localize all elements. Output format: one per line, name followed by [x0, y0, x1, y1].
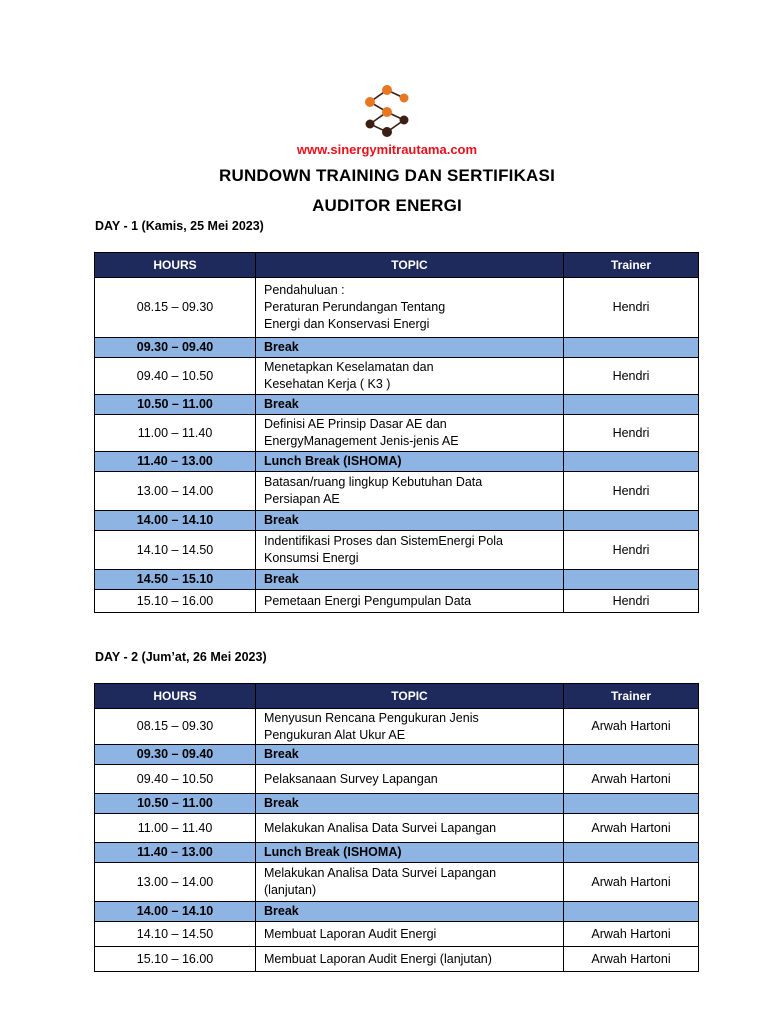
time-cell: 10.50 – 11.00	[95, 794, 256, 814]
trainer-cell: Arwah Hartoni	[564, 709, 699, 745]
topic-cell: Membuat Laporan Audit Energi (lanjutan)	[256, 947, 564, 972]
time-cell: 14.10 – 14.50	[95, 531, 256, 570]
topic-column-header: TOPIC	[256, 253, 564, 278]
topic-cell: Break	[256, 570, 564, 590]
break-row	[95, 452, 699, 472]
topic-cell: Melakukan Analisa Data Survei Lapangan	[256, 814, 564, 843]
trainer-cell	[564, 395, 699, 415]
trainer-column-header: Trainer	[564, 684, 699, 709]
session-row	[95, 709, 699, 745]
time-cell: 13.00 – 14.00	[95, 863, 256, 902]
topic-column-header: TOPIC	[256, 684, 564, 709]
trainer-cell	[564, 511, 699, 531]
trainer-cell: Hendri	[564, 358, 699, 395]
break-row	[95, 843, 699, 863]
break-row	[95, 794, 699, 814]
trainer-cell: Arwah Hartoni	[564, 922, 699, 947]
topic-cell: Lunch Break (ISHOMA)	[256, 843, 564, 863]
page-title-line2: AUDITOR ENERGI	[312, 196, 462, 215]
time-cell: 15.10 – 16.00	[95, 947, 256, 972]
topic-cell: Break	[256, 395, 564, 415]
table-header-row	[95, 684, 699, 709]
trainer-cell	[564, 794, 699, 814]
trainer-cell: Arwah Hartoni	[564, 947, 699, 972]
time-cell: 11.40 – 13.00	[95, 843, 256, 863]
topic-cell: Break	[256, 511, 564, 531]
trainer-cell	[564, 843, 699, 863]
break-row	[95, 395, 699, 415]
topic-cell: Break	[256, 745, 564, 765]
page-title-line1: RUNDOWN TRAINING DAN SERTIFIKASI	[219, 166, 555, 185]
molecule-logo-icon	[360, 84, 414, 140]
day2-label: DAY - 2 (Jum’at, 26 Mei 2023)	[95, 650, 267, 664]
time-cell: 09.30 – 09.40	[95, 745, 256, 765]
time-cell: 14.10 – 14.50	[95, 922, 256, 947]
break-row	[95, 902, 699, 922]
hours-column-header: HOURS	[95, 684, 256, 709]
session-row	[95, 531, 699, 570]
trainer-cell: Hendri	[564, 472, 699, 511]
topic-cell: Pendahuluan : Peraturan Perundangan Tentang Energi dan Konservasi Energi	[256, 278, 564, 338]
session-row	[95, 278, 699, 338]
trainer-cell	[564, 570, 699, 590]
trainer-cell: Hendri	[564, 278, 699, 338]
trainer-cell: Hendri	[564, 415, 699, 452]
topic-cell: Pemetaan Energi Pengumpulan Data	[256, 590, 564, 613]
trainer-cell: Arwah Hartoni	[564, 814, 699, 843]
topic-cell: Melakukan Analisa Data Survei Lapangan (lanjutan)	[256, 863, 564, 902]
time-cell: 11.40 – 13.00	[95, 452, 256, 472]
day1-schedule-table	[94, 252, 699, 613]
time-cell: 08.15 – 09.30	[95, 709, 256, 745]
time-cell: 14.00 – 14.10	[95, 511, 256, 531]
topic-cell: Indentifikasi Proses dan SistemEnergi Pola Konsumsi Energi	[256, 531, 564, 570]
time-cell: 09.40 – 10.50	[95, 765, 256, 794]
time-cell: 08.15 – 09.30	[95, 278, 256, 338]
session-row	[95, 415, 699, 452]
topic-cell: Break	[256, 902, 564, 922]
session-row	[95, 765, 699, 794]
table-header-row	[95, 253, 699, 278]
topic-cell: Batasan/ruang lingkup Kebutuhan Data Persiapan AE	[256, 472, 564, 511]
topic-cell: Definisi AE Prinsip Dasar AE dan EnergyManagement Jenis-jenis AE	[256, 415, 564, 452]
topic-cell: Pelaksanaan Survey Lapangan	[256, 765, 564, 794]
session-row	[95, 590, 699, 613]
day1-label: DAY - 1 (Kamis, 25 Mei 2023)	[95, 219, 264, 233]
time-cell: 10.50 – 11.00	[95, 395, 256, 415]
trainer-cell: Arwah Hartoni	[564, 863, 699, 902]
trainer-cell	[564, 452, 699, 472]
trainer-column-header: Trainer	[564, 253, 699, 278]
time-cell: 09.30 – 09.40	[95, 338, 256, 358]
session-row	[95, 472, 699, 511]
time-cell: 13.00 – 14.00	[95, 472, 256, 511]
break-row	[95, 338, 699, 358]
time-cell: 15.10 – 16.00	[95, 590, 256, 613]
time-cell: 09.40 – 10.50	[95, 358, 256, 395]
session-row	[95, 863, 699, 902]
time-cell: 14.50 – 15.10	[95, 570, 256, 590]
website-url[interactable]: www.sinergymitrautama.com	[296, 142, 478, 157]
topic-cell: Break	[256, 338, 564, 358]
session-row	[95, 922, 699, 947]
trainer-cell	[564, 338, 699, 358]
time-cell: 11.00 – 11.40	[95, 415, 256, 452]
trainer-cell	[564, 902, 699, 922]
trainer-cell: Hendri	[564, 590, 699, 613]
trainer-cell: Arwah Hartoni	[564, 765, 699, 794]
break-row	[95, 511, 699, 531]
break-row	[95, 570, 699, 590]
topic-cell: Membuat Laporan Audit Energi	[256, 922, 564, 947]
topic-cell: Break	[256, 794, 564, 814]
trainer-cell: Hendri	[564, 531, 699, 570]
time-cell: 14.00 – 14.10	[95, 902, 256, 922]
break-row	[95, 745, 699, 765]
day2-schedule-table	[94, 683, 699, 972]
session-row	[95, 358, 699, 395]
time-cell: 11.00 – 11.40	[95, 814, 256, 843]
topic-cell: Menetapkan Keselamatan dan Kesehatan Kerja ( K3 )	[256, 358, 564, 395]
hours-column-header: HOURS	[95, 253, 256, 278]
topic-cell: Lunch Break (ISHOMA)	[256, 452, 564, 472]
trainer-cell	[564, 745, 699, 765]
topic-cell: Menyusun Rencana Pengukuran Jenis Pengukuran Alat Ukur AE	[256, 709, 564, 745]
session-row	[95, 814, 699, 843]
session-row	[95, 947, 699, 972]
